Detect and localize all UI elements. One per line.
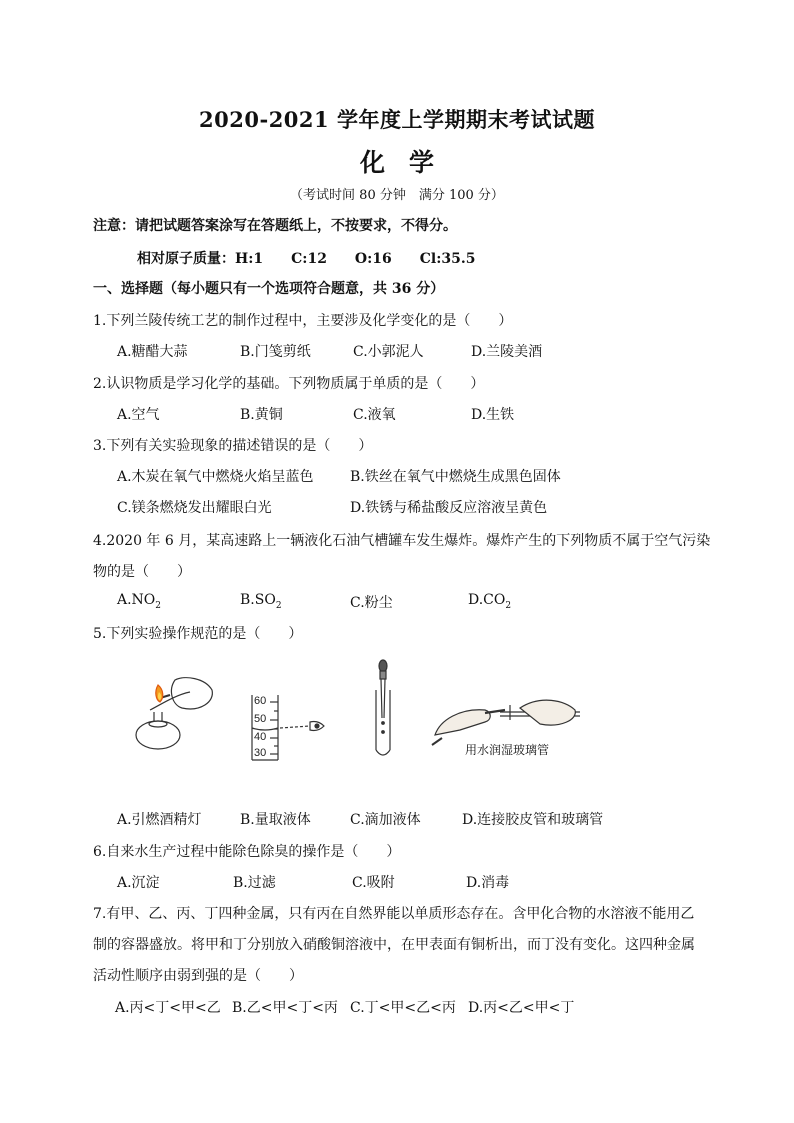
q1-option-b: B.门笺剪纸 <box>240 344 311 360</box>
question-4-stem-line2: 物的是（ ） <box>93 564 191 580</box>
question-7-stem-line3: 活动性顺序由弱到强的是（ ） <box>93 968 303 984</box>
question-2-stem: 2.认识物质是学习化学的基础。下列物质属于单质的是（ ） <box>93 376 485 392</box>
subject-title: 化学 <box>359 148 458 177</box>
q6-option-a: A.沉淀 <box>117 875 160 891</box>
q7-option-c: C.丁<甲<乙<丙 <box>350 1000 456 1016</box>
q5-option-b: B.量取液体 <box>240 812 311 828</box>
q2-option-c: C.液氧 <box>353 407 396 423</box>
q6-option-d: D.消毒 <box>466 875 510 891</box>
q6-option-b: B.过滤 <box>233 875 276 891</box>
q1-option-c: C.小郭泥人 <box>353 344 424 360</box>
figure-d-caption: 用水润湿玻璃管 <box>465 743 550 757</box>
question-3-stem: 3.下列有关实验现象的描述错误的是（ ） <box>93 438 373 454</box>
alcohol-lamp-figure <box>136 678 212 749</box>
tick-60: 60 <box>254 695 267 707</box>
q2-option-d: D.生铁 <box>471 407 515 423</box>
q4-option-a-subscript: 2 <box>155 600 162 611</box>
question-1-stem: 1.下列兰陵传统工艺的制作过程中，主要涉及化学变化的是（ ） <box>93 313 513 329</box>
q4-option-d: $D.CO_2$ <box>468 592 512 611</box>
section-title: 一、选择题（每小题只有一个选项符合题意，共 36 分） <box>93 281 445 297</box>
q7-option-d: D.丙<乙<甲<丁 <box>468 1000 575 1016</box>
q4-option-c: C.粉尘 <box>350 595 393 611</box>
q3-option-d: D.铁锈与稀盐酸反应溶液呈黄色 <box>350 500 548 516</box>
q4-option-a: $A.NO_2$ <box>117 592 162 611</box>
exam-info: （考试时间 80 分钟 满分 100 分） <box>290 188 504 203</box>
q4-option-b-subscript: 2 <box>275 600 282 611</box>
question-6-stem: 6.自来水生产过程中能除色除臭的操作是（ ） <box>93 844 401 860</box>
dropper-figure <box>376 660 390 755</box>
q1-option-a: A.糖醋大蒜 <box>117 344 188 360</box>
q4-option-b: $B.SO_2$ <box>240 592 282 611</box>
tick-30: 30 <box>254 747 267 759</box>
q5-figures <box>120 650 590 765</box>
q1-option-d: D.兰陵美酒 <box>471 344 543 360</box>
exam-title: 2020-2021 学年度上学期期末考试试题 <box>199 107 595 132</box>
q7-option-b: B.乙<甲<丁<丙 <box>232 1000 338 1016</box>
tick-40: 40 <box>254 731 267 743</box>
q3-option-a: A.木炭在氧气中燃烧火焰呈蓝色 <box>117 469 314 485</box>
tick-50: 50 <box>254 713 267 725</box>
question-7-stem-line1: 7.有甲、乙、丙、丁四种金属，只有丙在自然界能以单质形态存在。含甲化合物的水溶液不能用乙 <box>93 906 695 922</box>
q5-option-a: A.引燃酒精灯 <box>117 812 202 828</box>
q5-option-c: C.滴加液体 <box>350 812 421 828</box>
question-4-stem-line1: 4.2020 年 6 月，某高速路上一辆液化石油气槽罐车发生爆炸。爆炸产生的下列物质不属于空气污染 <box>93 533 711 549</box>
q3-option-c: C.镁条燃烧发出耀眼白光 <box>117 500 272 516</box>
question-7-stem-line2: 制的容器盛放。将甲和丁分别放入硝酸铜溶液中，在甲表面有铜析出，而丁没有变化。这四种金属 <box>93 937 695 953</box>
q7-option-a: A.丙<丁<甲<乙 <box>115 1000 221 1016</box>
q4-option-d-subscript: 2 <box>505 600 512 611</box>
atomic-mass: 相对原子质量：H:1 C:12 O:16 Cl:35.5 <box>137 251 476 267</box>
question-5-stem: 5.下列实验操作规范的是（ ） <box>93 626 303 642</box>
q2-option-a: A.空气 <box>117 407 160 423</box>
notice: 注意：请把试题答案涂写在答题纸上，不按要求，不得分。 <box>93 218 457 234</box>
q5-option-d: D.连接胶皮管和玻璃管 <box>462 812 604 828</box>
q6-option-c: C.吸附 <box>352 875 395 891</box>
q3-option-b: B.铁丝在氧气中燃烧生成黑色固体 <box>350 469 561 485</box>
q2-option-b: B.黄铜 <box>240 407 283 423</box>
connecting-tube-figure <box>432 700 580 745</box>
